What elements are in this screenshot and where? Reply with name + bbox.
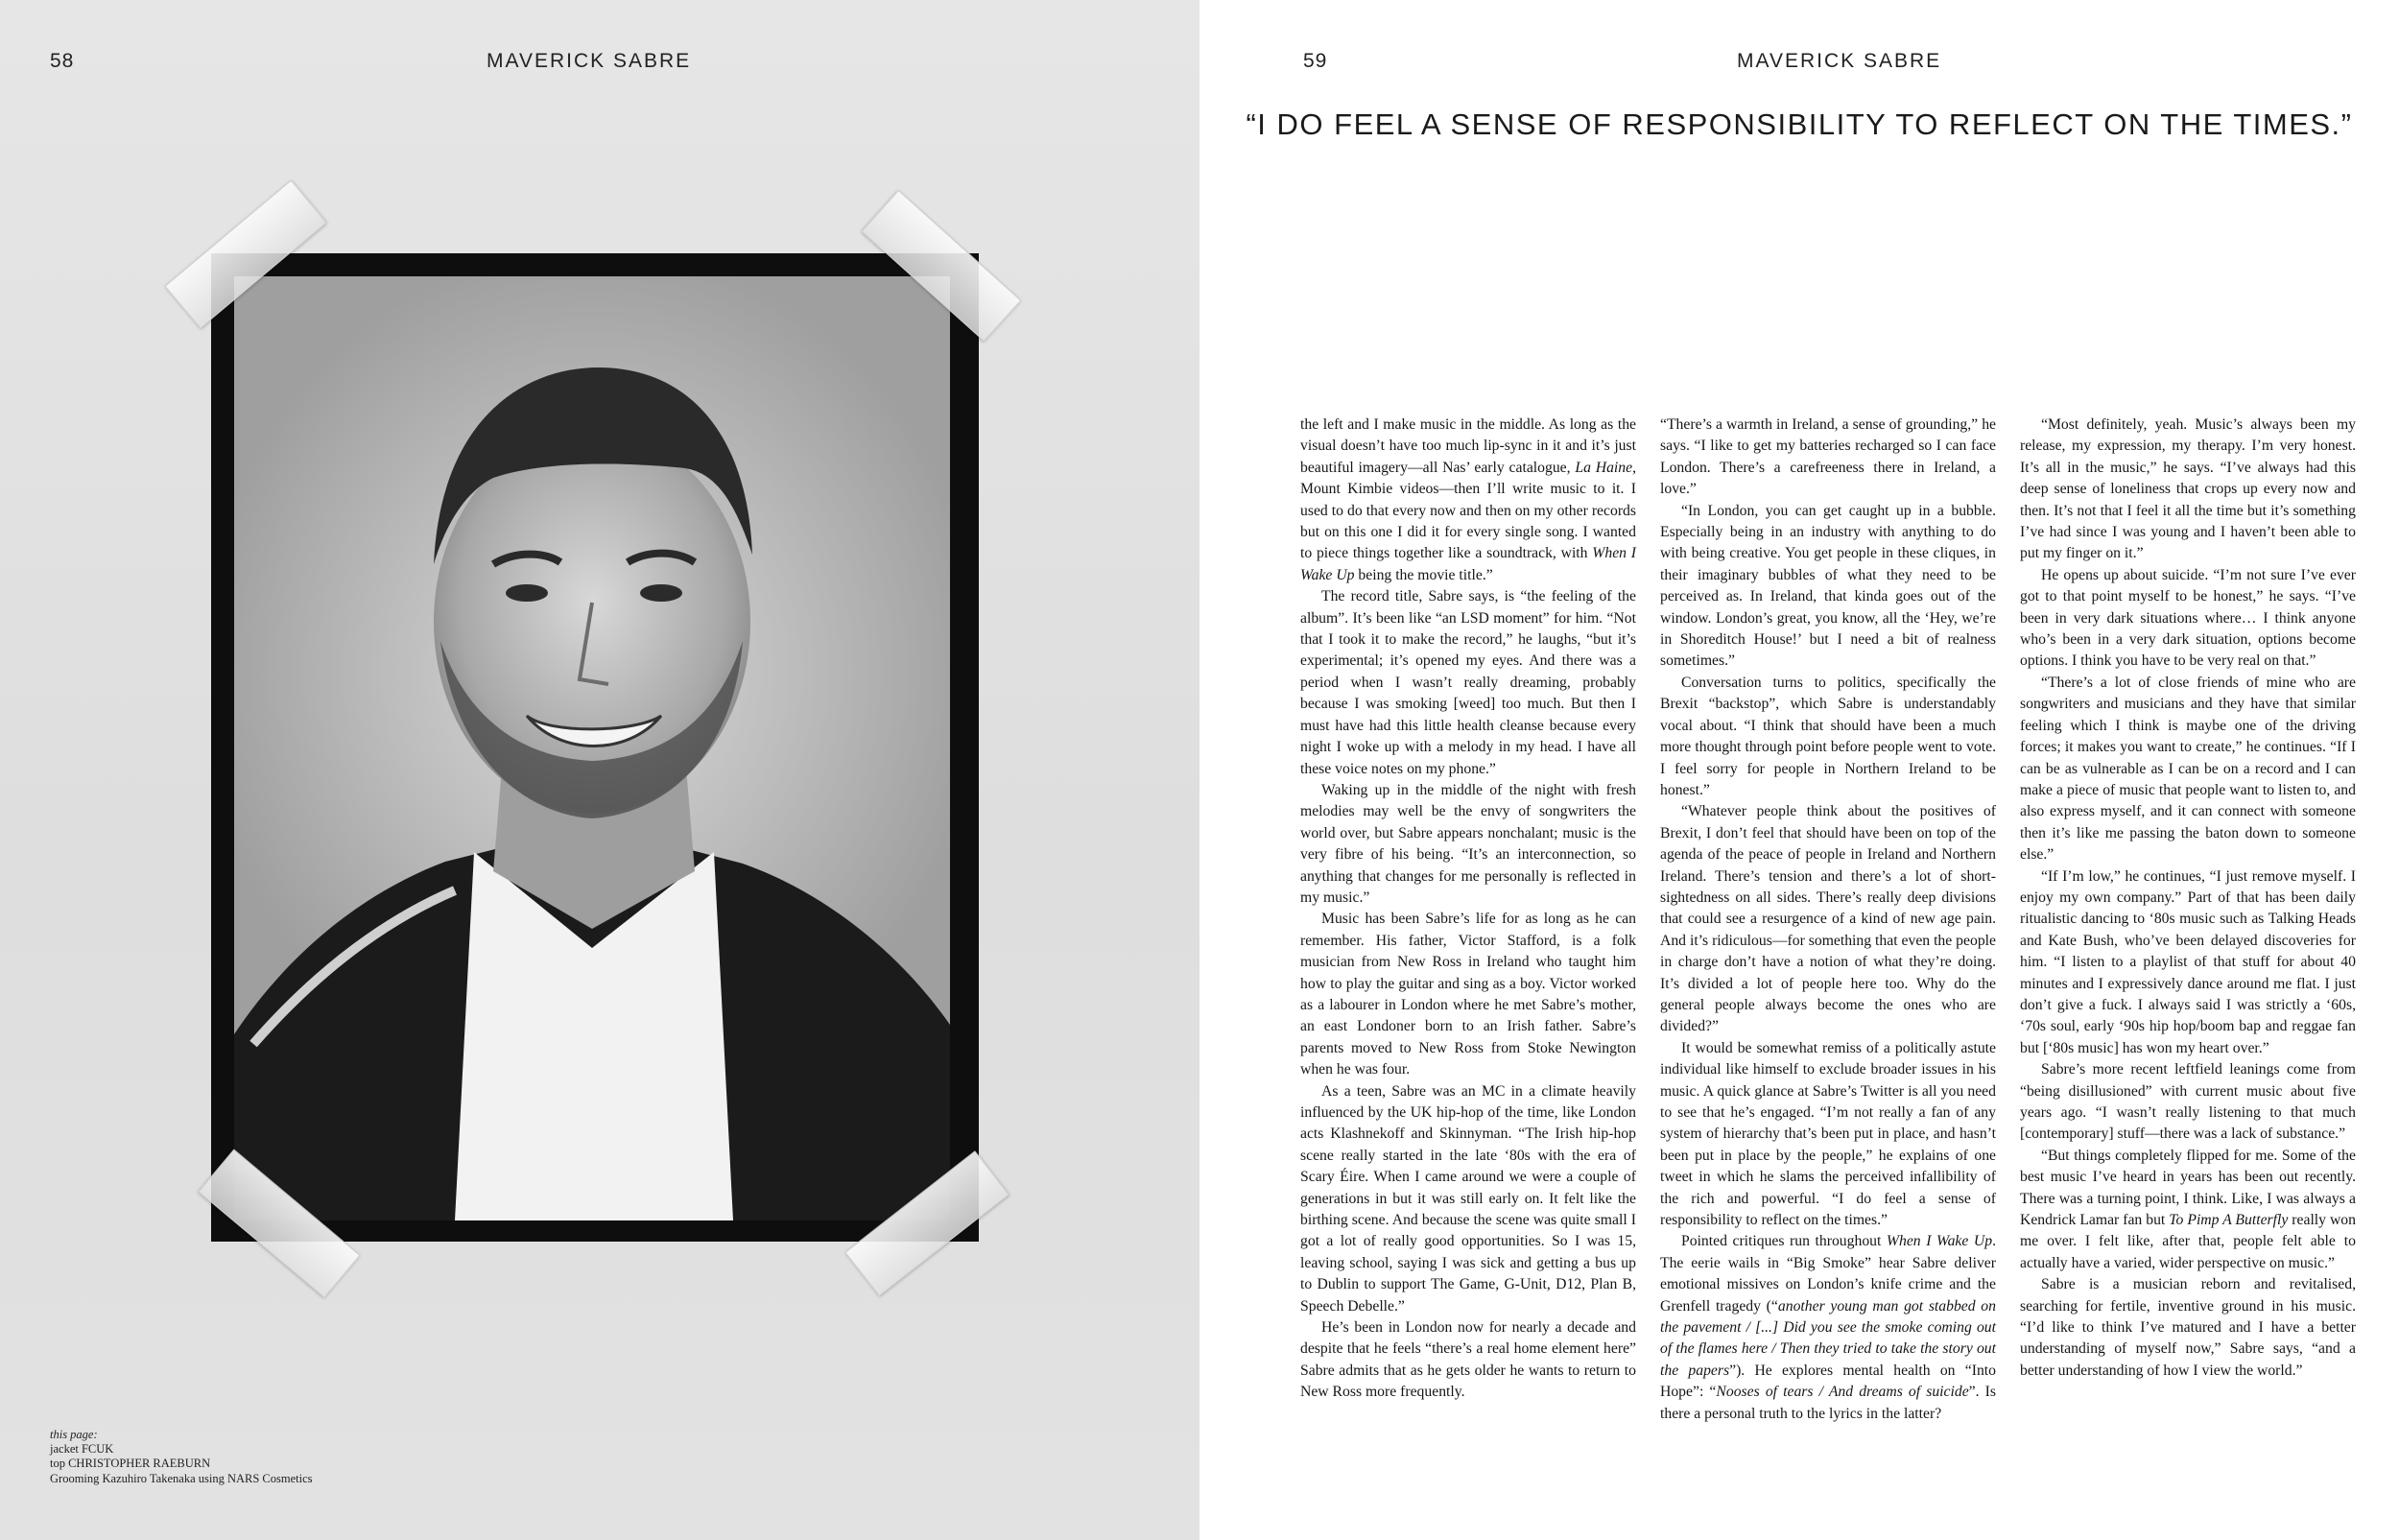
paragraph: “Most definitely, yeah. Music’s always been my release, my expression, my therapy. I’m very honest. It’s all in the music,” he says. “I’ve always had this deep sense of loneliness that crops up every now and then. It’s not that I feel it all the time but it’s something I’ve had since I was young and I haven’t been able to put my finger on it.”	[2020, 416, 2356, 562]
credit-top: top CHRISTOPHER RAEBURN	[50, 1457, 211, 1470]
credits-label: this page:	[50, 1428, 98, 1441]
page-number-left: 58	[50, 50, 75, 72]
article-column-2	[1660, 415, 1996, 1425]
paragraph: “Whatever people think about the positives of Brexit, I don’t feel that should have been on top of the agenda of the peace of people in Ireland and Northern Ireland. There’s tension and there’s a lot of short-sightedness on all sides. There’s really deep divisions that could see a resurgence of a kind of new age pain. And it’s ridiculous—for something that even the people in charge don’t have a notion of what they’re doing. It’s divided a lot of people here too. Why do the general people always become the ones who are divided?”	[1660, 803, 1996, 1035]
credit-jacket: jacket FCUK	[50, 1442, 114, 1456]
paragraph: He opens up about suicide. “I’m not sure I’ve ever got to that point myself to be honest,” he says. “I’ve been in very dark situations where… I think anyone who’s been in a very dark situation, options become options. I think you have to be very real on that.”	[2020, 566, 2356, 670]
paragraph: Conversation turns to politics, specifically the Brexit “backstop”, which Sabre is understandably vocal about. “I think that should have been a much more thought through point before people went to vote. I feel sorry for people in Northern Ireland to be honest.”	[1660, 674, 1996, 798]
paragraph: The record title, Sabre says, is “the feeling of the album”. It’s been like “an LSD moment” for him. “Not that I took it to make the record,” he laughs, “but it’s experimental; it’s opened my eyes. And there was a period when I wasn’t really dreaming, probably because I was smoking [weed] too much. But then I must have had this little health cleanse because every night I woke up with a melody in my head. I have all these voice notes on my phone.”	[1300, 588, 1636, 777]
paragraph: “There’s a warmth in Ireland, a sense of grounding,” he says. “I like to get my batteries recharged so I can face London. There’s a carefreeness there in Ireland, a love.”	[1660, 416, 1996, 498]
pull-quote: “I DO FEEL A SENSE OF RESPONSIBILITY TO REFLECT ON THE TIMES.”	[1246, 107, 2353, 141]
paragraph: “There’s a lot of close friends of mine who are songwriters and musicians and they have that similar feeling which I think is maybe one of the driving forces; it makes you want to create,” he continues. “If I can be as vulnerable as I can be on a record and I can make a piece of music that people want to listen to, and also express myself, and it can connect with someone then it’s like me passing the baton down to someone else.”	[2020, 674, 2356, 864]
paragraph: Pointed critiques run throughout When I Wake Up. The eerie wails in “Big Smoke” hear Sabre deliver emotional missives on London’s knife crime and the Grenfell tragedy (“another young man got stabbed on the pavement / [...] Did you see the smoke coming out of the flames here / Then they tried to take the story out the papers”). He explores mental health on “Into Hope”: “Nooses of tears / And dreams of suicide”. Is there a personal truth to the lyrics in the latter?	[1660, 1233, 1997, 1422]
paragraph: “But things completely flipped for me. Some of the best music I’ve heard in years has been out recently. There was a turning point, I think. Like, I was always a Kendrick Lamar fan but To Pimp A Butterfly really won me over. I felt like, after that, people felt able to actually have a varied, wider perspective on music.”	[2020, 1147, 2356, 1271]
paragraph: “If I’m low,” he continues, “I just remove myself. I enjoy my own company.” Part of that has been daily ritualistic dancing to ‘80s music such as Talking Heads and Kate Bush, who’ve been delayed discoveries for him. “I listen to a playlist of that stuff for about 40 minutes and I expressively dance around me flat. I just don’t give a fuck. I always said I was strictly a ‘60s, ‘70s soul, early ‘90s hip hop/boom bap and reggae fan but [‘80s music] has won my heart over.”	[2020, 867, 2356, 1056]
paragraph: the left and I make music in the middle. As long as the visual doesn’t have too much lip-sync in it and it’s just beautiful imagery—all Nas’ early catalogue, La Haine, Mount Kimbie videos—then I’ll write music to it. I used to do that every now and then on my other records but on this one I did it for every single song. I wanted to piece things together like a soundtrack, with When I Wake Up being the movie title.”	[1300, 416, 1637, 583]
paragraph: Waking up in the middle of the night with fresh melodies may well be the envy of songwriters the world over, but Sabre appears nonchalant; music is the very fibre of his being. “It’s an interconnection, so anything that changes for me personally is reflected in my music.”	[1300, 781, 1636, 906]
paragraph: Sabre is a musician reborn and revitalised, searching for fertile, inventive ground in his music. “I’d like to think I’ve matured and I have a better understanding of myself now,” Sabre says, “and a better understanding of how I view the world.”	[2020, 1276, 2356, 1379]
paragraph: “In London, you can get caught up in a bubble. Especially being in an industry with anything to do with being creative. You get people in these cliques, in their imaginary bubbles of what they need to be perceived as. In Ireland, that kinda goes out of the window. London’s great, you know, all the ‘Hey, we’re in Shoreditch House!’ but I need a bit of realness sometimes.”	[1660, 502, 1996, 670]
paragraph: Music has been Sabre’s life for as long as he can remember. His father, Victor Stafford, is a folk musician from New Ross in Ireland who taught him how to play the guitar and sing as a boy. Victor worked as a labourer in London where he met Sabre’s mother, an east Londoner born to an Irish father. Sabre’s parents moved to New Ross from Stoke Newington when he was four.	[1300, 911, 1636, 1078]
paragraph: He’s been in London now for nearly a decade and despite that he feels “there’s a real home element here” Sabre admits that as he gets older he wants to return to New Ross more frequently.	[1300, 1319, 1636, 1401]
running-head-right: MAVERICK SABRE	[1737, 50, 1942, 72]
portrait-photo	[234, 276, 950, 1220]
page-number-right: 59	[1303, 50, 1328, 72]
paragraph: As a teen, Sabre was an MC in a climate heavily influenced by the UK hip-hop of the time, like London acts Klashnekoff and Skinnyman. “The Irish hip-hop scene really started in the late ‘80s with the era of Scary Éire. When I came around we were a couple of generations in but it was still early on. It felt like the birthing scene. And because the scene was quite small I got a lot of really good opportunities. So I was 15, leaving school, saying I was sick and getting a bus up to Dublin to support The Game, G-Unit, D12, Plan B, Speech Debelle.”	[1300, 1082, 1636, 1315]
running-head-left: MAVERICK SABRE	[487, 50, 692, 72]
portrait-illustration	[234, 276, 950, 1220]
paragraph: Sabre’s more recent leftfield leanings come from “being disillusioned” with current music about five years ago. “I wasn’t really listening to that much [contemporary] stuff—there was a lack of substance.”	[2020, 1061, 2356, 1143]
credit-grooming: Grooming Kazuhiro Takenaka using NARS Cosmetics	[50, 1472, 313, 1485]
photo-credits	[50, 1428, 210, 1471]
article-column-3	[2020, 415, 2356, 1382]
paragraph: It would be somewhat remiss of a politically astute individual like himself to exclude broader issues in his music. A quick glance at Sabre’s Twitter is all you need to see that he’s engaged. “I’m not really a fan of any system of hierarchy that’s been put in place, and hasn’t been put in place by the people,” he explains of one tweet in which he slams the perceived infallibility of the rich and powerful. “I do feel a sense of responsibility to reflect on the times.”	[1660, 1039, 1996, 1229]
article-column-1	[1300, 415, 1636, 1404]
